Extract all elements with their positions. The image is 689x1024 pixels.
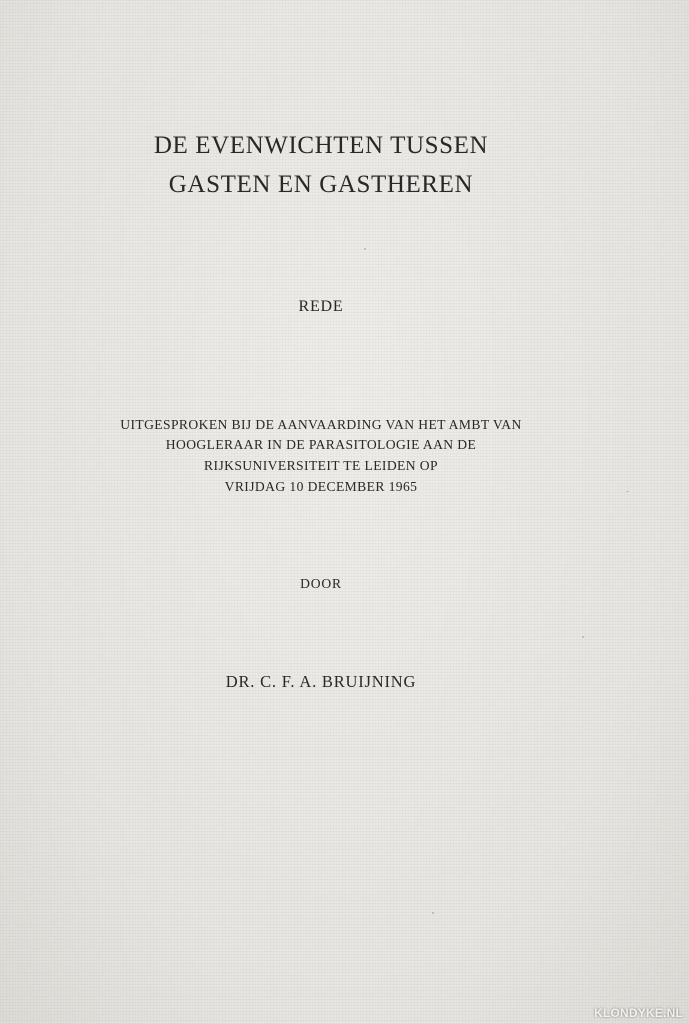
title-line-1: DE EVENWICHTEN TUSSEN (153, 132, 489, 159)
by-label: DOOR (300, 576, 342, 591)
occasion-line-2: HOOGLERAAR IN DE PARASITOLOGIE AAN DE (165, 437, 477, 452)
paper-speck (626, 491, 629, 492)
occasion-line-3: RIJKSUNIVERSITEIT TE LEIDEN OP (204, 458, 438, 473)
occasion-line-4: VRIJDAG 10 DECEMBER 1965 (224, 479, 418, 494)
genre-label: REDE (298, 298, 344, 315)
paper-speck (582, 636, 584, 638)
occasion-line-1: UITGESPROKEN BIJ DE AANVAARDING VAN HET AMBT VAN (120, 417, 522, 432)
watermark-logo: KLONDYKE.NL (594, 1006, 683, 1020)
paper-speck (432, 912, 434, 914)
title-line-2: GASTEN EN GASTHEREN (168, 171, 474, 198)
author-name: DR. C. F. A. BRUIJNING (225, 672, 417, 691)
paper-speck (364, 248, 366, 250)
